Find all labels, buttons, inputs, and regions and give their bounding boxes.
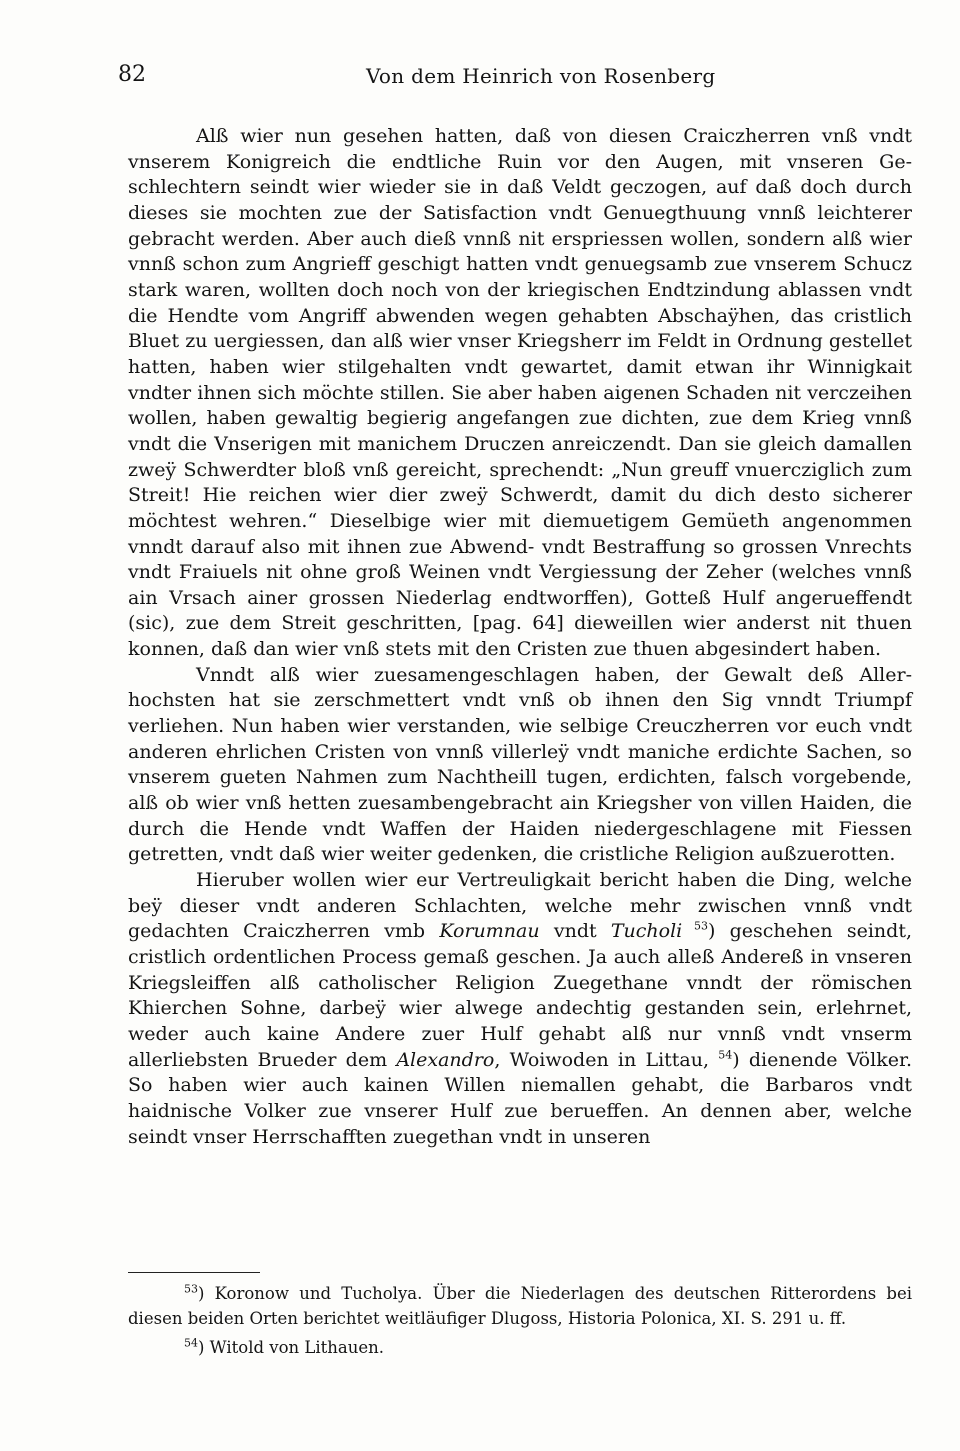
footnote-mark: 53 [184,1282,198,1296]
italic-name: Korumnau [439,920,540,943]
italic-name: Alexandro [396,1048,495,1071]
footnote-mark: 54 [184,1336,198,1350]
footnote [128,1281,912,1331]
text-segment: ) dienende Völker. So haben wier auch kainen Willen niemallen gehabt, die Barbaros vndt haidnische Volker zue vnserer Hulf zue berueffen. An dennen aber, welche seindt vnser Herrschafften zuegethan vndt in unseren [128,1048,912,1148]
footnote-reference: 54 [718,1048,733,1062]
text-segment: Hieruber wollen wier eur Vertreuligkait bericht haben die Ding, welche beÿ dieser vndt anderen Schlachten, welche mehr zwischen vnnß vndt gedachten Craiczherren vmb [128,869,912,943]
footnote [128,1335,912,1360]
main-text [128,124,912,1150]
footnote-text: ) Koronow und Tucholya. Über die Niederlagen des deutschen Ritterordens bei diesen beiden Orten berichtet weitläufiger Dlugoss, Historia Polonica, XI. S. 291 u. ff. [128,1284,912,1328]
italic-name: Tucholi [610,920,683,943]
paragraph [128,663,912,868]
running-title: Von dem Heinrich von Rosenberg [366,64,716,88]
text-segment: Vnndt alß wier zuesamengeschlagen haben, der Gewalt deß Allerhochsten hat sie zerschmettert vndt vnß ob ihnen den Sig vnndt Triumpf verliehen. Nun haben wier verstanden, wie selbige Creuczherren vor euch vndt anderen ehrlichen Cristen von vnnß villerleÿ vndt maniche erdichte Sachen, so vnserem gueten Nahmen zum Nachtheill tugen, erdichten, falsch vorgebende, alß ob wier vnß hetten zuesambengebracht ain Kriegsher von villen Haiden, die durch die Hende vndt Waffen der Haiden niedergeschlagene mit Fiessen getretten, vndt daß wier weiter gedenken, die cristliche Religion außzuerotten. [128,663,912,866]
page-number: 82 [118,62,146,87]
footnote-divider [128,1272,260,1273]
text-segment: vndt [539,920,611,943]
text-segment: , Woiwoden in Littau, [494,1048,719,1071]
paragraph [128,868,912,1150]
footnotes [128,1281,912,1364]
text-segment: Alß wier nun gesehen hatten, daß von diesen Craiczherren vnß vndt vnserem Konigreich die endtliche Ruin vor den Augen, mit vnseren Geschlechtern seindt wier wieder sie in daß Veldt geczogen, auf daß doch durch dieses sie mochten zue der Satisfaction vndt Genuegthuung vnnß leichterer gebracht werden. Aber auch dieß vnnß nit erspriessen wollen, sondern alß wier vnnß schon zum Angrieff geschigt hatten vndt genuegsamb zue vnserem Schucz stark waren, wollten doch noch von der kriegischen Endtzindung ablassen vndt die Hendte vom Angriff abwenden wegen gehabten Abschaÿhen, das cristlich Bluet zu uergiessen, dan alß wier vnser Kriegsherr im Feldt in Ordnung gestellet hatten, haben wier stilgehalten vndt gewartet, damit etwan ihr Winnigkait vndter ihnen sich möchte stillen. Sie aber haben aigenen Schaden nit verczeihen wollen, haben gewaltig begierig angefangen zue dichten, zue dem Krieg vnnß vndt die Vnserigen mit manichem Druczen anreiczendt. Dan sie gleich damallen zweÿ Schwerdter bloß vnß gereicht, sprechendt: „Nun greuff vnuercziglich zum Streit! Hie reichen wier dier zweÿ Schwerdt, damit du dich desto sicherer möchtest wehren.“ Dieselbige wier mit diemuetigem Gemüeth angenommen vnndt darauf also mit ihnen zue Abwend- vndt Bestraffung so grossen Vnrechts vndt Fraiuels nit ohne groß Weinen vndt Vergiessung der Zeher (welches vnnß ain Vrsach ainer grossen Niederlag endtworffen), Gotteß Hulf angerueffendt (sic), zue dem Streit geschritten, [pag. 64] dieweillen wier anderst nit thuen konnen, daß dan wier vnß stets mit den Cristen zue thuen abgesindert haben. [128,125,912,661]
running-header [118,62,908,96]
footnote-reference: 53 [682,920,708,934]
footnote-text: ) Witold von Lithauen. [198,1338,384,1357]
paragraph [128,124,912,663]
text-segment: ) geschehen seindt, cristlich ordentlichen Process gemaß geschen. Ja auch alleß Andereß in vnseren Kriegsleiffen alß catholischer Religion Zuegethane vnndt der römischen Khierchen Sohne, darbeÿ wier alwege andechtig gestanden sein, erlehrnet, weder auch kaine Andere zuer Hulf gehabt alß nur vnnß vndt vnserm allerliebsten Brueder dem [128,920,912,1071]
